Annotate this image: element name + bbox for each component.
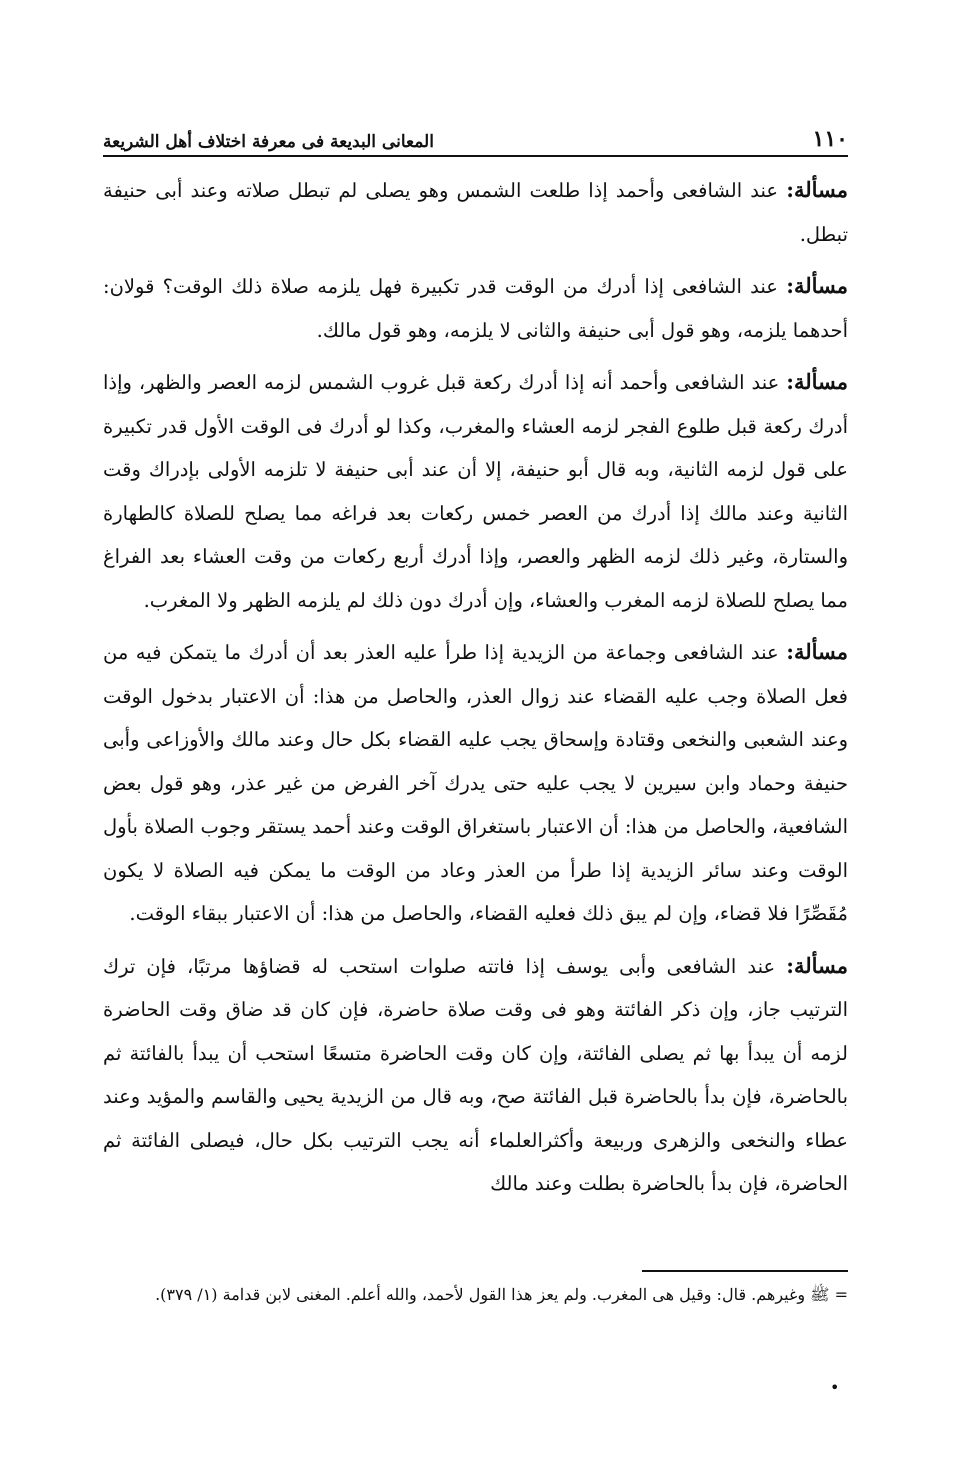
issue-label: مسألة: [786,369,848,394]
paragraph-text: عند الشافعى وجماعة من الزيدية إذا طرأ عليه العذر بعد أن أدرك ما يتمكن فيه من فعل الصلاة وجب عليه القضاء عند زوال العذر، والحاصل من هذا: أن الاعتبار بدخول الوقت وعند الشعبى والنخعى وقتادة وإسحاق يجب عليه القضاء بكل حال وعند مالك والأوزاعى وأبى حنيفة وحماد وابن سيرين لا يجب عليه حتى يدرك آخر الفرض من غير عذر، وهو قول بعض الشافعية، والحاصل من هذا: أن الاعتبار باستغراق الوقت وعند أحمد يستقر وجوب الصلاة بأول الوقت وعند سائر الزيدية إذا طرأ من العذر وعاد من الوقت ما يمكن فيه الصلاة لا يكون مُقَصِّرًا فلا قضاء، وإن لم يبق ذلك فعليه القضاء، والحاصل من هذا: أن الاعتبار ببقاء الوقت. [103,641,848,925]
page-number: ١١٠ [812,126,848,152]
issue-label: مسألة: [786,639,849,664]
running-title: المعانى البديعة فى معرفة اختلاف أهل الشريعة [103,132,434,152]
main-text [103,168,848,1214]
paragraph [103,630,848,936]
margin-mark: • [830,1378,840,1397]
paragraph [103,360,848,622]
issue-label: مسألة: [786,177,848,202]
footnote-rule [642,1270,848,1272]
issue-label: مسألة: [786,952,849,978]
paragraph-text: عند الشافعى وأحمد أنه إذا أدرك ركعة قبل غروب الشمس لزمه العصر والظهر، وإذا أدرك ركعة قبل طلوع الفجر لزمه العشاء والمغرب، وكذا لو أدرك فى الوقت الأول قدر تكبيرة على قول لزمه الثانية، وبه قال أبو حنيفة، إلا أن عند أبى حنيفة لا تلزمه الأولى بإدراك وقت الثانية وعند مالك إذا أدرك من العصر خمس ركعات بعد فراغه مما يصلح للصلاة كالطهارة والستارة، وغير ذلك لزمه الظهر والعصر، وإذا أدرك أربع ركعات من وقت العشاء بعد الفراغ مما يصلح للصلاة لزمه المغرب والعشاء، وإن أدرك دون ذلك لم يلزمه الظهر ولا المغرب. [103,371,848,612]
footnote: = ﷺ وغيرهم. قال: وقيل هى المغرب. ولم يعز هذا القول لأحمد، والله أعلم. المغنى لابن قدامة (١/ ٣٧٩). [155,1285,848,1304]
header-rule [103,155,848,157]
page-header [103,118,848,152]
paragraph-text: عند الشافعى إذا أدرك من الوقت قدر تكبيرة فهل يلزمه صلاة ذلك الوقت؟ قولان: أحدهما يلزمه، وهو قول أبى حنيفة والثانى لا يلزمه، وهو قول مالك. [103,275,848,342]
paragraph [103,168,848,256]
paragraph-text: عند الشافعى وأحمد إذا طلعت الشمس وهو يصلى لم تبطل صلاته وعند أبى حنيفة تبطل. [103,179,848,246]
paragraph [103,264,848,352]
paragraph-text: عند الشافعى وأبى يوسف إذا فاتته صلوات استحب له قضاؤها مرتبًا، فإن ترك الترتيب جاز، وإن ذكر الفائتة وهو فى وقت صلاة حاضرة، فإن كان قد ضاق وقت الحاضرة لزمه أن يبدأ بها ثم يصلى الفائتة، وإن كان وقت الحاضرة متسعًا استحب أن يبدأ بالفائتة ثم بالحاضرة، فإن بدأ بالحاضرة قبل الفائتة صح، وبه قال من الزيدية يحيى والقاسم والمؤيد وعند عطاء والنخعى والزهرى وربيعة وأكثرالعلماء أنه يجب الترتيب بكل حال، فيصلى الفائتة ثم الحاضرة، فإن بدأ بالحاضرة بطلت وعند مالك [103,954,848,1195]
paragraph [103,944,848,1206]
issue-label: مسألة: [786,273,848,298]
